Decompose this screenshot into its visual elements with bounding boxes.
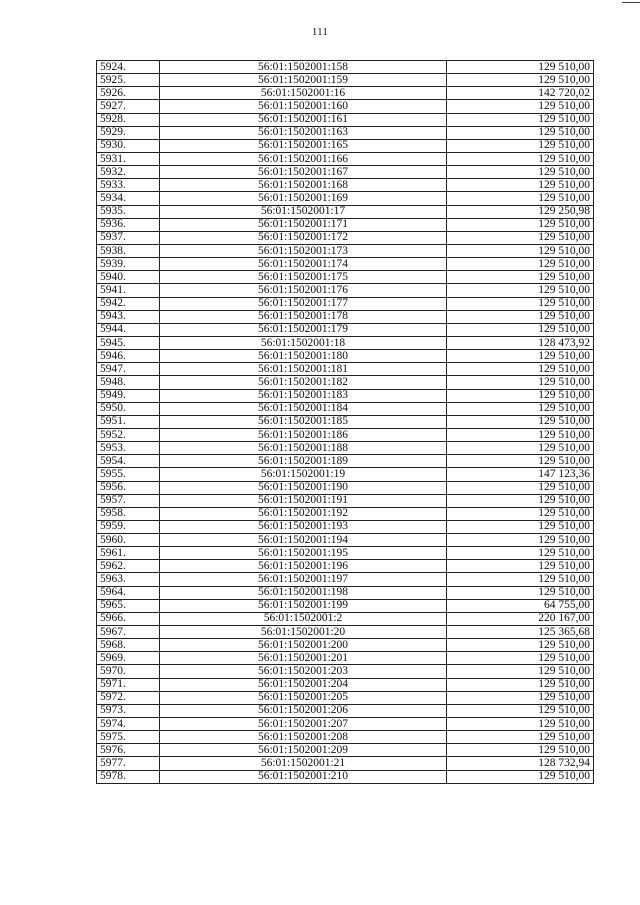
table-row — [97, 297, 594, 310]
row-number-cell: 5962. — [97, 560, 160, 573]
cadastral-value-cell: 129 510,00 — [447, 586, 594, 599]
table-row — [97, 323, 594, 336]
cadastral-number-cell: 56:01:1502001:168 — [160, 179, 447, 192]
cadastral-number-cell: 56:01:1502001:192 — [160, 507, 447, 520]
page-number: 111 — [311, 26, 329, 38]
cadastral-value-cell: 129 510,00 — [447, 770, 594, 783]
cadastral-number-cell: 56:01:1502001:165 — [160, 139, 447, 152]
cadastral-number-cell: 56:01:1502001:158 — [160, 61, 447, 74]
row-number-cell: 5937. — [97, 231, 160, 244]
row-number-cell: 5944. — [97, 323, 160, 336]
scan-edge-mark — [622, 2, 640, 3]
cadastral-number-cell: 56:01:1502001:174 — [160, 258, 447, 271]
cadastral-number-cell: 56:01:1502001:159 — [160, 74, 447, 87]
cadastral-value-cell: 129 510,00 — [447, 481, 594, 494]
row-number-cell: 5931. — [97, 152, 160, 165]
cadastral-value-cell: 129 510,00 — [447, 442, 594, 455]
table-row — [97, 455, 594, 468]
cadastral-value-cell: 129 510,00 — [447, 231, 594, 244]
table-row — [97, 704, 594, 717]
table-row — [97, 336, 594, 349]
table-row — [97, 363, 594, 376]
table-row — [97, 494, 594, 507]
table-row — [97, 586, 594, 599]
cadastral-number-cell: 56:01:1502001:178 — [160, 310, 447, 323]
cadastral-value-cell: 129 510,00 — [447, 258, 594, 271]
table-row — [97, 402, 594, 415]
row-number-cell: 5971. — [97, 678, 160, 691]
cadastral-value-cell: 129 510,00 — [447, 652, 594, 665]
cadastral-value-cell: 129 510,00 — [447, 731, 594, 744]
cadastral-value-cell: 129 510,00 — [447, 678, 594, 691]
row-number-cell: 5970. — [97, 665, 160, 678]
cadastral-number-cell: 56:01:1502001:200 — [160, 639, 447, 652]
row-number-cell: 5939. — [97, 258, 160, 271]
table-row — [97, 718, 594, 731]
cadastral-value-cell: 129 510,00 — [447, 415, 594, 428]
table-row — [97, 415, 594, 428]
cadastral-value-cell: 129 510,00 — [447, 560, 594, 573]
table-body — [97, 61, 594, 784]
cadastral-value-cell: 129 510,00 — [447, 113, 594, 126]
cadastral-number-cell: 56:01:1502001:197 — [160, 573, 447, 586]
row-number-cell: 5946. — [97, 350, 160, 363]
table-row — [97, 113, 594, 126]
cadastral-number-cell: 56:01:1502001:21 — [160, 757, 447, 770]
cadastral-value-cell: 129 510,00 — [447, 718, 594, 731]
cadastral-value-cell: 64 755,00 — [447, 599, 594, 612]
cadastral-value-cell: 129 510,00 — [447, 455, 594, 468]
cadastral-value-cell: 129 510,00 — [447, 428, 594, 441]
cadastral-value-cell: 129 510,00 — [447, 639, 594, 652]
row-number-cell: 5950. — [97, 402, 160, 415]
cadastral-value-cell: 129 510,00 — [447, 244, 594, 257]
row-number-cell: 5978. — [97, 770, 160, 783]
cadastral-value-cell: 129 510,00 — [447, 573, 594, 586]
row-number-cell: 5958. — [97, 507, 160, 520]
cadastral-value-cell: 129 510,00 — [447, 744, 594, 757]
cadastral-number-cell: 56:01:1502001:166 — [160, 152, 447, 165]
cadastral-number-cell: 56:01:1502001:169 — [160, 192, 447, 205]
table-row — [97, 350, 594, 363]
cadastral-number-cell: 56:01:1502001:173 — [160, 244, 447, 257]
row-number-cell: 5976. — [97, 744, 160, 757]
cadastral-value-cell: 129 510,00 — [447, 691, 594, 704]
table-row — [97, 599, 594, 612]
cadastral-value-cell: 129 510,00 — [447, 179, 594, 192]
cadastral-value-table — [96, 60, 594, 784]
row-number-cell: 5977. — [97, 757, 160, 770]
row-number-cell: 5952. — [97, 428, 160, 441]
cadastral-value-cell: 129 510,00 — [447, 310, 594, 323]
cadastral-number-cell: 56:01:1502001:199 — [160, 599, 447, 612]
cadastral-value-cell: 129 510,00 — [447, 100, 594, 113]
cadastral-value-cell: 129 510,00 — [447, 350, 594, 363]
cadastral-number-cell: 56:01:1502001:203 — [160, 665, 447, 678]
cadastral-number-cell: 56:01:1502001:2 — [160, 612, 447, 625]
cadastral-number-cell: 56:01:1502001:191 — [160, 494, 447, 507]
cadastral-number-cell: 56:01:1502001:188 — [160, 442, 447, 455]
row-number-cell: 5968. — [97, 639, 160, 652]
cadastral-number-cell: 56:01:1502001:163 — [160, 126, 447, 139]
cadastral-number-cell: 56:01:1502001:185 — [160, 415, 447, 428]
table-row — [97, 231, 594, 244]
row-number-cell: 5972. — [97, 691, 160, 704]
table-row — [97, 166, 594, 179]
cadastral-number-cell: 56:01:1502001:160 — [160, 100, 447, 113]
cadastral-number-cell: 56:01:1502001:210 — [160, 770, 447, 783]
cadastral-number-cell: 56:01:1502001:167 — [160, 166, 447, 179]
row-number-cell: 5955. — [97, 468, 160, 481]
table-row — [97, 218, 594, 231]
cadastral-value-cell: 129 510,00 — [447, 520, 594, 533]
row-number-cell: 5956. — [97, 481, 160, 494]
row-number-cell: 5947. — [97, 363, 160, 376]
table-row — [97, 139, 594, 152]
row-number-cell: 5924. — [97, 61, 160, 74]
row-number-cell: 5948. — [97, 376, 160, 389]
row-number-cell: 5942. — [97, 297, 160, 310]
row-number-cell: 5929. — [97, 126, 160, 139]
table-row — [97, 179, 594, 192]
cadastral-value-cell: 129 510,00 — [447, 494, 594, 507]
cadastral-value-cell: 129 510,00 — [447, 74, 594, 87]
cadastral-value-cell: 129 510,00 — [447, 166, 594, 179]
row-number-cell: 5926. — [97, 87, 160, 100]
row-number-cell: 5966. — [97, 612, 160, 625]
table-row — [97, 100, 594, 113]
row-number-cell: 5961. — [97, 547, 160, 560]
cadastral-number-cell: 56:01:1502001:209 — [160, 744, 447, 757]
cadastral-value-cell: 142 720,02 — [447, 87, 594, 100]
cadastral-value-cell: 129 510,00 — [447, 534, 594, 547]
table-row — [97, 770, 594, 783]
cadastral-value-cell: 129 510,00 — [447, 376, 594, 389]
cadastral-number-cell: 56:01:1502001:16 — [160, 87, 447, 100]
cadastral-value-cell: 129 510,00 — [447, 297, 594, 310]
cadastral-number-cell: 56:01:1502001:198 — [160, 586, 447, 599]
cadastral-number-cell: 56:01:1502001:189 — [160, 455, 447, 468]
cadastral-number-cell: 56:01:1502001:17 — [160, 205, 447, 218]
cadastral-number-cell: 56:01:1502001:171 — [160, 218, 447, 231]
table-row — [97, 520, 594, 533]
cadastral-number-cell: 56:01:1502001:19 — [160, 468, 447, 481]
cadastral-value-cell: 129 250,98 — [447, 205, 594, 218]
row-number-cell: 5928. — [97, 113, 160, 126]
cadastral-value-cell: 129 510,00 — [447, 363, 594, 376]
row-number-cell: 5960. — [97, 534, 160, 547]
cadastral-value-cell: 129 510,00 — [447, 507, 594, 520]
cadastral-number-cell: 56:01:1502001:181 — [160, 363, 447, 376]
table-row — [97, 126, 594, 139]
row-number-cell: 5932. — [97, 166, 160, 179]
row-number-cell: 5965. — [97, 599, 160, 612]
cadastral-number-cell: 56:01:1502001:161 — [160, 113, 447, 126]
table-row — [97, 691, 594, 704]
table-row — [97, 152, 594, 165]
table-row — [97, 678, 594, 691]
cadastral-value-cell: 129 510,00 — [447, 126, 594, 139]
cadastral-number-cell: 56:01:1502001:206 — [160, 704, 447, 717]
cadastral-value-cell: 220 167,00 — [447, 612, 594, 625]
cadastral-number-cell: 56:01:1502001:182 — [160, 376, 447, 389]
table-row — [97, 507, 594, 520]
table-row — [97, 757, 594, 770]
cadastral-value-cell: 147 123,36 — [447, 468, 594, 481]
cadastral-value-cell: 129 510,00 — [447, 323, 594, 336]
row-number-cell: 5967. — [97, 626, 160, 639]
table-row — [97, 560, 594, 573]
row-number-cell: 5963. — [97, 573, 160, 586]
table-row — [97, 244, 594, 257]
table-row — [97, 271, 594, 284]
row-number-cell: 5945. — [97, 336, 160, 349]
row-number-cell: 5938. — [97, 244, 160, 257]
cadastral-number-cell: 56:01:1502001:186 — [160, 428, 447, 441]
cadastral-value-cell: 129 510,00 — [447, 704, 594, 717]
cadastral-value-cell: 129 510,00 — [447, 218, 594, 231]
table-row — [97, 652, 594, 665]
row-number-cell: 5973. — [97, 704, 160, 717]
row-number-cell: 5969. — [97, 652, 160, 665]
row-number-cell: 5941. — [97, 284, 160, 297]
row-number-cell: 5949. — [97, 389, 160, 402]
table-row — [97, 376, 594, 389]
table-row — [97, 192, 594, 205]
table-row — [97, 626, 594, 639]
cadastral-number-cell: 56:01:1502001:194 — [160, 534, 447, 547]
cadastral-number-cell: 56:01:1502001:172 — [160, 231, 447, 244]
table-row — [97, 665, 594, 678]
cadastral-value-cell: 129 510,00 — [447, 665, 594, 678]
cadastral-value-cell: 129 510,00 — [447, 192, 594, 205]
cadastral-number-cell: 56:01:1502001:179 — [160, 323, 447, 336]
row-number-cell: 5935. — [97, 205, 160, 218]
table-row — [97, 468, 594, 481]
cadastral-number-cell: 56:01:1502001:205 — [160, 691, 447, 704]
row-number-cell: 5925. — [97, 74, 160, 87]
row-number-cell: 5934. — [97, 192, 160, 205]
cadastral-number-cell: 56:01:1502001:20 — [160, 626, 447, 639]
cadastral-number-cell: 56:01:1502001:180 — [160, 350, 447, 363]
row-number-cell: 5927. — [97, 100, 160, 113]
cadastral-number-cell: 56:01:1502001:18 — [160, 336, 447, 349]
table-row — [97, 389, 594, 402]
row-number-cell: 5953. — [97, 442, 160, 455]
table-row — [97, 284, 594, 297]
table-row — [97, 61, 594, 74]
row-number-cell: 5951. — [97, 415, 160, 428]
cadastral-number-cell: 56:01:1502001:176 — [160, 284, 447, 297]
cadastral-number-cell: 56:01:1502001:195 — [160, 547, 447, 560]
row-number-cell: 5975. — [97, 731, 160, 744]
row-number-cell: 5933. — [97, 179, 160, 192]
cadastral-number-cell: 56:01:1502001:204 — [160, 678, 447, 691]
cadastral-number-cell: 56:01:1502001:193 — [160, 520, 447, 533]
table-row — [97, 87, 594, 100]
row-number-cell: 5957. — [97, 494, 160, 507]
row-number-cell: 5974. — [97, 718, 160, 731]
cadastral-value-cell: 129 510,00 — [447, 547, 594, 560]
table-row — [97, 205, 594, 218]
table-row — [97, 612, 594, 625]
cadastral-number-cell: 56:01:1502001:201 — [160, 652, 447, 665]
cadastral-number-cell: 56:01:1502001:208 — [160, 731, 447, 744]
row-number-cell: 5954. — [97, 455, 160, 468]
cadastral-value-cell: 129 510,00 — [447, 402, 594, 415]
cadastral-value-cell: 125 365,68 — [447, 626, 594, 639]
cadastral-value-cell: 129 510,00 — [447, 152, 594, 165]
cadastral-value-cell: 128 732,94 — [447, 757, 594, 770]
cadastral-value-cell: 128 473,92 — [447, 336, 594, 349]
row-number-cell: 5936. — [97, 218, 160, 231]
table-row — [97, 534, 594, 547]
table-row — [97, 442, 594, 455]
cadastral-number-cell: 56:01:1502001:184 — [160, 402, 447, 415]
cadastral-number-cell: 56:01:1502001:190 — [160, 481, 447, 494]
cadastral-number-cell: 56:01:1502001:196 — [160, 560, 447, 573]
table-row — [97, 310, 594, 323]
table-row — [97, 428, 594, 441]
table-row — [97, 639, 594, 652]
cadastral-number-cell: 56:01:1502001:175 — [160, 271, 447, 284]
table-row — [97, 74, 594, 87]
row-number-cell: 5964. — [97, 586, 160, 599]
row-number-cell: 5943. — [97, 310, 160, 323]
table-row — [97, 481, 594, 494]
cadastral-value-cell: 129 510,00 — [447, 284, 594, 297]
cadastral-value-cell: 129 510,00 — [447, 61, 594, 74]
table-row — [97, 547, 594, 560]
row-number-cell: 5930. — [97, 139, 160, 152]
table-row — [97, 573, 594, 586]
cadastral-value-cell: 129 510,00 — [447, 389, 594, 402]
cadastral-number-cell: 56:01:1502001:177 — [160, 297, 447, 310]
row-number-cell: 5940. — [97, 271, 160, 284]
cadastral-number-cell: 56:01:1502001:183 — [160, 389, 447, 402]
cadastral-value-cell: 129 510,00 — [447, 139, 594, 152]
table-row — [97, 744, 594, 757]
cadastral-number-cell: 56:01:1502001:207 — [160, 718, 447, 731]
table-row — [97, 731, 594, 744]
cadastral-value-cell: 129 510,00 — [447, 271, 594, 284]
table-row — [97, 258, 594, 271]
row-number-cell: 5959. — [97, 520, 160, 533]
